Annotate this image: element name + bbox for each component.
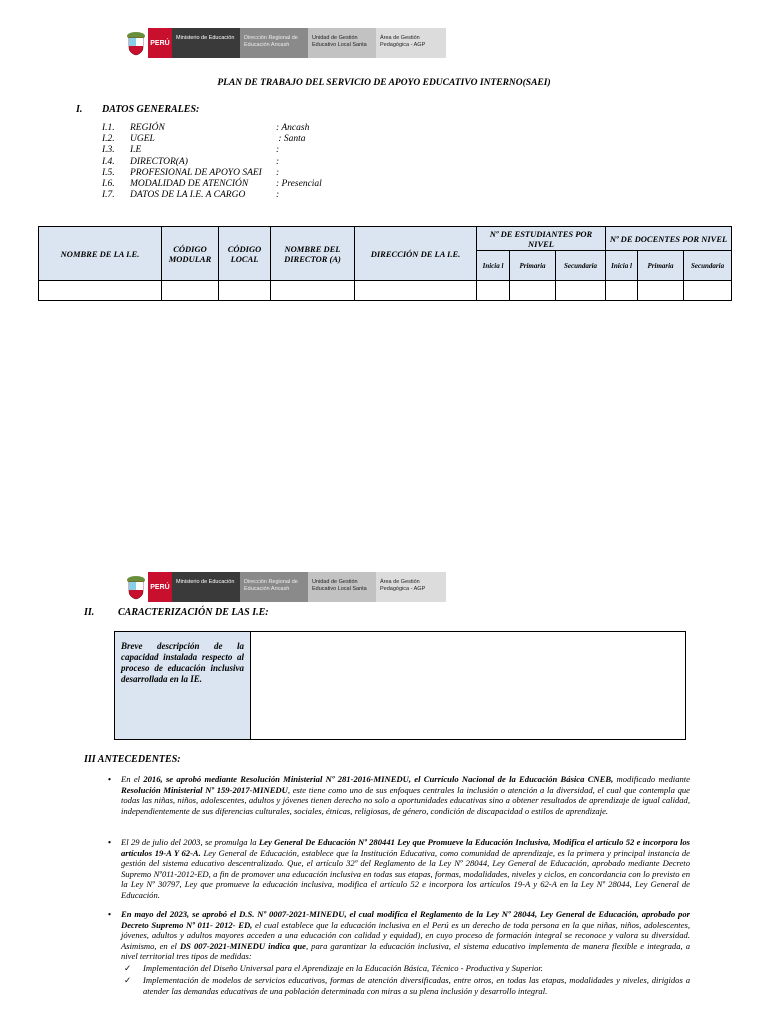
datos-generales-list (102, 123, 322, 201)
datos-number: I.4. (102, 156, 115, 167)
cell-est-primaria[interactable] (510, 281, 556, 301)
col-est-secundaria: Secundaria (556, 251, 606, 281)
section-1-title: DATOS GENERALES: (102, 104, 200, 115)
datos-row (102, 190, 322, 201)
cell-est-secundaria[interactable] (556, 281, 606, 301)
checkmark-icon: ✓ (124, 975, 132, 985)
datos-label: PROFESIONAL DE APOYO SAEI (130, 167, 262, 178)
datos-row (102, 134, 322, 145)
ie-data-table (38, 226, 732, 301)
col-est-primaria: Primaria (510, 251, 556, 281)
datos-number: I.3. (102, 145, 115, 156)
cell-doc-secundaria[interactable] (684, 281, 732, 301)
datos-value: : Ancash (276, 123, 310, 133)
bullet-icon: • (108, 774, 112, 784)
caracterizacion-box (114, 631, 686, 740)
list-item: • En mayo del 2023, se aprobó el D.S. Nº 0007-2021-MINEDU, el cual modifica el Reglamento de la Ley Nº 28044, Ley General de Educación, aprobado por Decreto Supremo Nº 011- 2012- ED, el cual establece que la educación inclusiva en el Perú es un derecho de toda persona en la que niñas, niños, adolescentes, jóvenes, adultos y adultos mayores acceden a una educación con calidad y equidad), en cuyo proceso de formación integral se reconoce y valora su diversidad. Asimismo, en el DS 007-2021-MINEDU indica que, para garantizar la educación inclusiva, el sistema educativo implementa de manera flexible e integrada, a nivel territorial tres tipos de medidas: (108, 909, 690, 962)
datos-row (102, 179, 322, 190)
section-2-number: II. (84, 607, 95, 618)
header-agp: Área de Gestión Pedagógica - AGP (376, 572, 446, 602)
col-docentes: Nº DE DOCENTES POR NIVEL (606, 227, 732, 251)
caracterizacion-value[interactable] (251, 632, 685, 739)
coat-of-arms-icon (124, 572, 148, 602)
datos-value: : (276, 190, 280, 201)
datos-value: : (276, 145, 280, 156)
col-doc-primaria: Primaria (638, 251, 684, 281)
col-estudiantes: Nº DE ESTUDIANTES POR NIVEL (477, 227, 606, 251)
caracterizacion-label: Breve descripción de la capacidad instalada respecto al proceso de educación inclusiva desarrollada en la IE. (115, 632, 251, 739)
cell-nombre-ie[interactable] (39, 281, 162, 301)
cell-doc-primaria[interactable] (638, 281, 684, 301)
col-doc-inicial: Inicia l (606, 251, 638, 281)
datos-label: UGEL (130, 134, 155, 145)
header-dre: Dirección Regional de Educación Ancash (240, 28, 308, 58)
datos-value: : (276, 167, 280, 178)
check-item: ✓ Implementación de modelos de servicios educativos, formas de atención diversificadas, entre otros, en todas las etapas, modalidades y niveles, dirigidos a atender las demandas educativas de una población determinada con miras a su plena inclusión y desarrollo integral. (124, 975, 690, 996)
header-ministerio: Ministerio de Educación (172, 572, 240, 602)
datos-number: I.1. (102, 123, 115, 133)
cell-doc-inicial[interactable] (606, 281, 638, 301)
cell-nombre-director[interactable] (271, 281, 355, 301)
datos-row (102, 123, 322, 134)
datos-label: MODALIDAD DE ATENCIÓN (130, 179, 249, 190)
col-codigo-local: CÓDIGO LOCAL (219, 227, 271, 281)
datos-number: I.2. (102, 134, 115, 145)
datos-row (102, 145, 322, 156)
section-2-title: CARACTERIZACIÓN DE LAS I.E: (118, 607, 269, 618)
header-dre: Dirección Regional de Educación Ancash (240, 572, 308, 602)
datos-number: I.5. (102, 167, 115, 178)
col-nombre-ie: NOMBRE DE LA I.E. (39, 227, 162, 281)
datos-number: I.7. (102, 190, 115, 201)
header-agp: Área de Gestión Pedagógica - AGP (376, 28, 446, 58)
cell-codigo-local[interactable] (219, 281, 271, 301)
document-title: PLAN DE TRABAJO DEL SERVICIO DE APOYO EDUCATIVO INTERNO(SAEI) (217, 78, 551, 88)
datos-label: DIRECTOR(A) (130, 156, 188, 167)
coat-of-arms-icon (124, 28, 148, 58)
peru-brand: PERÚ (148, 572, 172, 602)
check-item: ✓ Implementación del Diseño Universal para el Aprendizaje en la Educación Básica, Técnico - Productiva y Superior. (124, 963, 543, 973)
peru-brand: PERÚ (148, 28, 172, 58)
cell-est-inicial[interactable] (477, 281, 510, 301)
col-est-inicial: Inicia l (477, 251, 510, 281)
datos-value: : Santa (276, 134, 306, 145)
header-ugel: Unidad de Gestión Educativo Local Santa (308, 28, 376, 58)
col-doc-secundaria: Secundaria (684, 251, 732, 281)
institutional-header-page-2 (124, 572, 446, 602)
col-codigo-modular: CÓDIGO MODULAR (162, 227, 219, 281)
bullet-icon: • (108, 909, 112, 919)
datos-number: I.6. (102, 179, 115, 190)
header-ugel: Unidad de Gestión Educativo Local Santa (308, 572, 376, 602)
col-direccion: DIRECCIÓN DE LA I.E. (355, 227, 477, 281)
table-row (39, 281, 732, 301)
datos-value: : (276, 156, 280, 167)
cell-direccion[interactable] (355, 281, 477, 301)
col-nombre-director: NOMBRE DEL DIRECTOR (A) (271, 227, 355, 281)
list-item: • En el 2016, se aprobó mediante Resolución Ministerial Nº 281-2016-MINEDU, el Currículo Nacional de la Educación Básica CNEB, modificado mediante Resolución Ministerial Nº 159-2017-MINEDU, este tiene como uno de sus enfoques centrales la inclusión o atención a la diversidad, el cual que contempla que todas las niñas, niños, adolescentes, adultos y jóvenes tienen derecho no solo a oportunidades educativas sino a obtener resultados de aprendizaje de igual calidad, independientemente de sus diferencias culturales, sociales, étnicas, religiosas, de género, condición de discapacidad o estilos de aprendizaje. (108, 774, 690, 816)
datos-row (102, 168, 322, 179)
datos-label: I.E (130, 145, 142, 156)
section-3-title: III ANTECEDENTES: (84, 754, 181, 765)
datos-value: : Presencial (276, 179, 322, 190)
section-1-number: I. (76, 104, 83, 115)
bullet-icon: • (108, 837, 112, 847)
datos-label: DATOS DE LA I.E. A CARGO (130, 190, 246, 201)
datos-row (102, 157, 322, 168)
cell-codigo-modular[interactable] (162, 281, 219, 301)
datos-label: REGIÓN (130, 123, 165, 133)
institutional-header (124, 28, 446, 58)
checkmark-icon: ✓ (124, 963, 132, 973)
list-item: • El 29 de julio del 2003, se promulga la Ley General De Educación Nº 280441 Ley que Promueve la Educación Inclusiva, Modifica el artículo 52 e incorpora los artículos 19-A Y 62-A. Ley General de Educación, establece que la Institución Educativa, como comunidad de aprendizaje, es la primera y principal instancia de gestión del sistema educativo descentralizado. Que, el artículo 32º del Reglamento de la Ley Nº 28044, Ley General de Educación, aprobado mediante Decreto Supremo Nº011-2012-ED, a fin de promover una educación inclusiva en todas sus etapas, formas, modalidades, niveles y ciclos, en concordancia con lo previsto en la Ley Nº 30797, Ley que promueve la educación inclusiva, modifica el artículo 52 e incorpora los artículos 19-A y 62-A en la Ley Nº 28044, Ley General de Educación. (108, 837, 691, 900)
header-ministerio: Ministerio de Educación (172, 28, 240, 58)
